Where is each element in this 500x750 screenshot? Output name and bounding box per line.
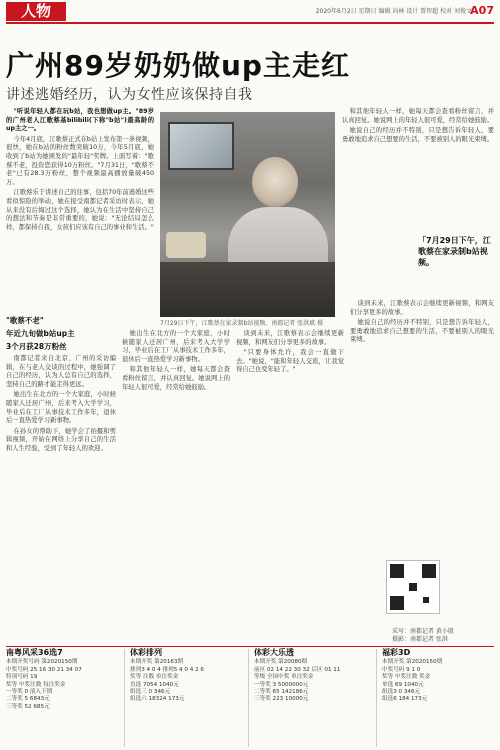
lottery-row: 等级 全国中奖 单注奖金	[254, 674, 314, 681]
lottery-row: 奖等 中奖注数 每注奖金	[6, 681, 66, 688]
header-rule	[6, 22, 494, 24]
lottery-title: 体彩大乐透	[254, 648, 294, 657]
lamp-illustration	[166, 232, 206, 258]
lottery-row: 组选6 184 173元	[382, 696, 428, 703]
pull-quote: 「7月29日下午，江歌蔡在家录制b站视频。	[418, 236, 491, 267]
paragraph: 她出生在北方的一个大家庭，小时候随家人迁居广州，后来考入大学学习，毕业后在工厂从事技术工作多年，退休后一直热爱学习新事物。	[6, 391, 116, 425]
sidebox-line: 年近九旬做b站up主	[6, 329, 75, 338]
lottery-block-nanyue	[6, 649, 118, 747]
section-tag: 人物	[6, 2, 66, 21]
masthead-info: 2020年6月2日 星期日 编辑 向林 设计 曾智超 校对 刘俊文	[315, 8, 472, 15]
lottery-row: 本期开奖 第20080期	[254, 659, 308, 666]
lottery-row: 中奖号码 25 16 30 21 34 07	[6, 666, 82, 673]
desk-illustration	[160, 262, 335, 317]
lottery-row: 一等奖 3 5000000元	[254, 681, 309, 688]
paragraph: 谈到未来，江歌蔡表示会继续更新视频，和网友们分享更多的故事。	[350, 300, 494, 316]
lottery-row: 组选3 0 346元	[382, 689, 421, 696]
divider	[124, 649, 125, 747]
lottery-row: 前区 02 14 22 30 32 后区 01 11	[254, 666, 341, 673]
lottery-row: 单选 69 1040元	[382, 681, 424, 688]
lottery-row: 二等奖 65 142186元	[254, 689, 309, 696]
lottery-row: 组选六 18324 173元	[130, 696, 185, 703]
article-column-3	[122, 330, 230, 643]
bottom-rule	[6, 646, 494, 647]
lottery-row: 奖等 注数 单注奖金	[130, 674, 179, 681]
photo-caption: 7月29日下午，江歌蔡在家录制b站视频。南都记者 张洪斌 摄	[160, 320, 324, 327]
lottery-row: 特别号码 19	[6, 674, 38, 681]
lottery-section	[6, 649, 494, 747]
page-number: A07	[470, 4, 494, 17]
paragraph: 她出生在北方的一个大家庭，小时候随家人迁居广州，后来考入大学学习，毕业后在工厂从事技术工作多年，退休后一直热爱学习新事物。	[122, 330, 230, 363]
paragraph: 南都记者来自北京、广州的采访编辑，在与老人交谈的过程中，她强调了自己的经历，认为人总有自己的选择，坚持自己的路才能走得更远。	[6, 355, 116, 388]
lottery-title: 南粤风采36选7	[6, 648, 63, 657]
article-column-5	[350, 300, 494, 555]
sidebox-line: "歌蔡不老"	[6, 316, 44, 325]
lead-paragraph: "听说年轻人都在玩b站，我也想做up主。"89岁的广州老人江歌蔡基bilibili(下称"b站")最高龄的up主之一。	[6, 108, 154, 133]
lottery-row: 本期开奖 第20163期	[130, 659, 184, 666]
lottery-row: 排列3 4 0 4 排列5 4 0 4 2 6	[130, 666, 204, 673]
page-header	[6, 2, 494, 22]
lottery-row: 奖等 中奖注数 奖金	[382, 674, 431, 681]
article-photo	[160, 112, 335, 317]
article-headline: 广州89岁奶奶做up主走红	[6, 49, 350, 82]
lottery-row: 直选 7054 1040元	[130, 681, 179, 688]
paragraph: 今年4月底，江歌蔡正式在b站上发布第一条视频，很快，她在b站的粉丝数突破10万，今年5月底，她收到了b站为她颁发的"最年轻"奖牌。上面写着："歌蔡不老，投资您获得10万粉丝。"7月31日，"歌蔡不老"已有28.3万粉丝，整个视频最高播放量破450万。	[6, 135, 154, 186]
divider	[376, 649, 377, 747]
article-column-1	[6, 108, 154, 308]
paragraph: "只要身体允许，我会一直做下去。"她说，"能和年轻人交流，让我觉得自己也变年轻了。"	[236, 349, 344, 374]
paragraph: 谈到未来，江歌蔡表示会继续更新视频，和网友们分享更多的故事。	[236, 330, 344, 346]
paragraph: 和其他年轻人一样，她每天都会查看粉丝留言，并认真回复。她说网上的年轻人很可爱，经常给她鼓励。	[122, 366, 230, 391]
qr-code[interactable]	[386, 560, 440, 614]
article-subhead: 讲述逃婚经历，认为女性应该保持自我	[6, 87, 253, 103]
lottery-block-fucai3d	[382, 649, 494, 747]
person-head-illustration	[252, 157, 298, 207]
lottery-title: 体彩排列	[130, 648, 162, 657]
article-credits: 采写：南都记者 黄小殷 摄影：南都记者 张洪	[392, 628, 454, 643]
divider	[248, 649, 249, 747]
paragraph: 江歌蔡乐于讲述自己的往事，包括70年前逃婚这些看似惊险的举动，她在接受南都记者采访时表示，她从来没有后悔过这个选择，她认为在生活中坚持自己的想法和节奏是非常重要的，她说："无论结局怎么样，都保持自我，女孩们应该有自己的事业和生活。"	[6, 189, 154, 231]
lottery-row: 本期开奖号码 第2020150期	[6, 659, 78, 666]
lottery-row: 一等奖 0 滚入下期	[6, 689, 53, 696]
lottery-row: 二等奖 5 6843元	[6, 696, 50, 703]
lottery-row: 三等奖 223 10000元	[254, 696, 309, 703]
lottery-title: 福彩3D	[382, 648, 411, 657]
paragraph: 她说自己的经历并不特别，只是想告诉年轻人，要勇敢地追求自己想要的生活，不要被别人的眼光束缚。	[350, 319, 494, 344]
monitor-illustration	[168, 122, 234, 170]
lottery-row: 组选三 0 346元	[130, 689, 171, 696]
article-column-4	[236, 330, 344, 643]
paragraph: 她说自己的经历并不特别，只是想告诉年轻人，要勇敢地追求自己想要的生活，不要被别人的眼光束缚。	[342, 127, 494, 143]
lottery-row: 三等奖 52 685元	[6, 703, 50, 710]
article-column-2	[6, 355, 116, 643]
lottery-row: 本期开奖 第2020150期	[382, 659, 443, 666]
lottery-block-pailie	[130, 649, 242, 747]
lottery-row: 中奖号码 9 1 0	[382, 666, 421, 673]
lottery-block-daletou	[254, 649, 370, 747]
paragraph: 和其他年轻人一样，她每天都会查看粉丝留言，并认真回复。她说网上的年轻人很可爱，经常给她鼓励。	[342, 108, 494, 124]
sidebox-line: 3个月获28万粉丝	[6, 342, 67, 351]
paragraph: 在孙女的帮助下，她学会了拍摄和剪辑视频，开始在网络上分享自己的生活和人生经验，受到了年轻人的欢迎。	[6, 427, 116, 452]
